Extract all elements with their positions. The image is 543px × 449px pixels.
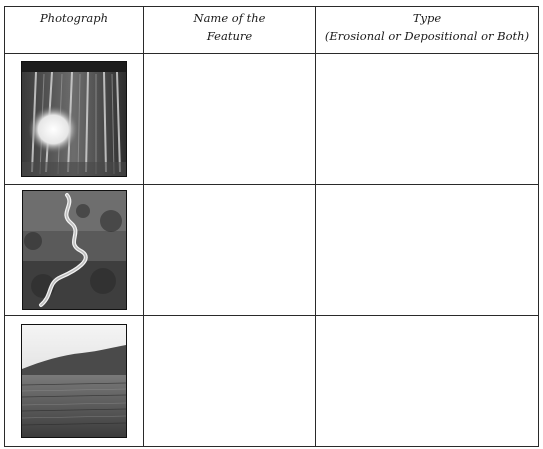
feature-type-cell[interactable] [316, 185, 539, 316]
feature-name-cell[interactable] [144, 316, 316, 447]
header-type [316, 7, 539, 54]
photo-cell [5, 54, 144, 185]
feature-type-cell[interactable] [316, 316, 539, 447]
meandering-river-photo [22, 190, 127, 310]
header-row [5, 7, 539, 54]
feature-table [4, 6, 539, 447]
feature-name-cell[interactable] [144, 54, 316, 185]
plain-landscape-photo [21, 324, 127, 438]
table-row [5, 54, 539, 185]
table-row [5, 185, 539, 316]
header-photograph [5, 7, 144, 54]
photo-cell [5, 185, 144, 316]
waterfall-photo [21, 61, 127, 177]
table-row [5, 316, 539, 447]
header-type-line1: Type [412, 11, 442, 25]
photo-cell [5, 316, 144, 447]
feature-name-cell[interactable] [144, 185, 316, 316]
header-photograph-label: Photograph [39, 11, 109, 25]
header-name-line2: Feature [206, 29, 253, 43]
header-name-of-feature [144, 7, 316, 54]
header-name-line1: Name of the [193, 11, 266, 25]
header-type-line2: (Erosional or Depositional or Both) [324, 29, 530, 43]
feature-type-cell[interactable] [316, 54, 539, 185]
